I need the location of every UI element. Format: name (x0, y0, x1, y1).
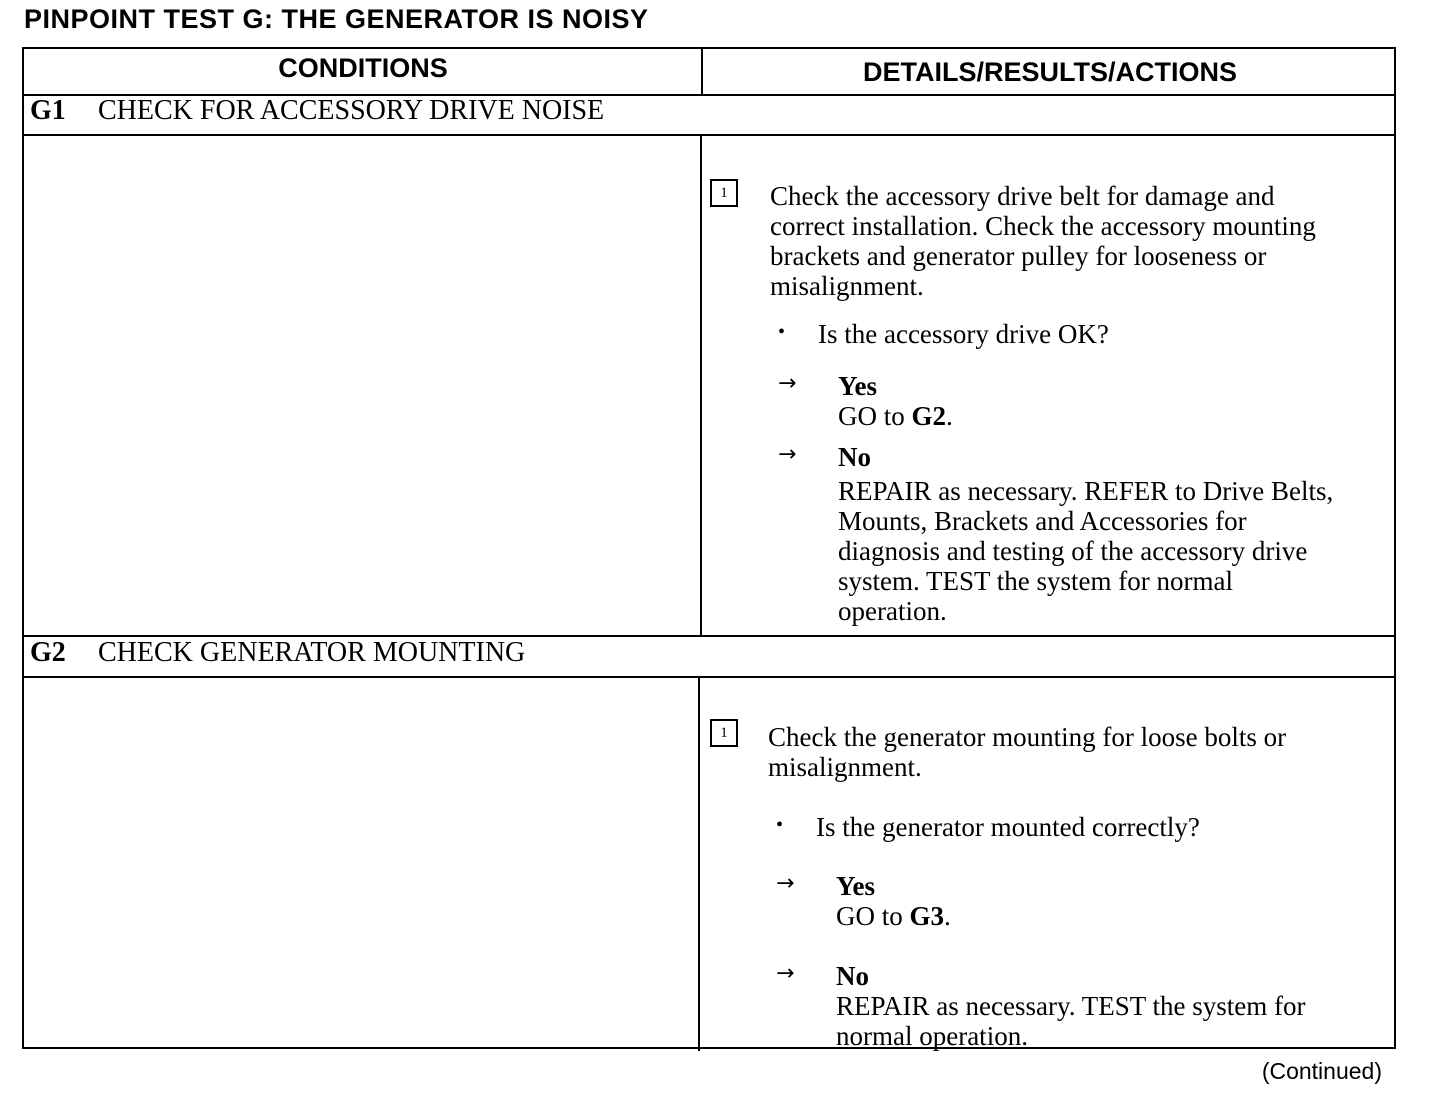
step-g1-action-line: brackets and generator pulley for looseness or (770, 241, 1267, 271)
step-g2-no-line: normal operation. (836, 1021, 1028, 1051)
step-g2-no (836, 961, 1305, 1051)
continued-note: (Continued) (1261, 1058, 1382, 1084)
step-g2-no-label: No (836, 961, 869, 991)
step-g2-action-line: misalignment. (768, 752, 922, 782)
step-g2-action-line: Check the generator mounting for loose bolts or (768, 722, 1287, 752)
step-g1-question: Is the accessory drive OK? (818, 319, 1109, 349)
step-g1-no-line: operation. (838, 596, 947, 626)
step-g2-yes-label: Yes (836, 871, 875, 901)
step-g2-action-text (768, 722, 1286, 782)
step-g1-id: G1 (30, 95, 66, 126)
bullet-icon: • (778, 321, 786, 343)
step-g2-yes-action (836, 901, 951, 931)
step-g1-action-text (770, 181, 1316, 301)
pinpoint-test-table (22, 47, 1396, 1049)
step-g1-no-line: diagnosis and testing of the accessory drive (838, 536, 1308, 566)
step-g2-column-divider (698, 676, 700, 1051)
step-g1-action-line: Check the accessory drive belt for damage and (770, 181, 1275, 211)
step-g1-rule (24, 134, 1394, 136)
step-g2-rule (24, 676, 1394, 678)
step-g1-column-divider (700, 134, 702, 635)
bullet-icon: • (776, 814, 784, 836)
step-g2-label: CHECK GENERATOR MOUNTING (98, 637, 526, 668)
step-g1-yes-target: G2 (911, 401, 947, 431)
step-g1-header (30, 95, 604, 127)
step-g2-yes-suffix: . (944, 901, 951, 931)
step-g1-yes (838, 371, 953, 431)
step-g1-action-line: correct installation. Check the accessory mounting (770, 211, 1316, 241)
arrow-right-icon: → (778, 442, 797, 467)
arrow-right-icon: → (778, 371, 797, 396)
arrow-right-icon: → (776, 871, 795, 896)
step-g1-yes-action (838, 401, 953, 431)
step-g1-no (838, 442, 1333, 626)
step-g2-action-number: 1 (710, 719, 738, 747)
step-g1-no-label: No (838, 442, 871, 472)
step-g1-yes-label: Yes (838, 371, 877, 401)
page-title: PINPOINT TEST G: THE GENERATOR IS NOISY (24, 4, 649, 34)
step-g2-question: Is the generator mounted correctly? (816, 812, 1200, 842)
column-header-details: DETAILS/RESULTS/ACTIONS (862, 57, 1237, 87)
step-g1-no-line: system. TEST the system for normal (838, 566, 1233, 596)
step-g1-no-line: Mounts, Brackets and Accessories for (838, 506, 1247, 536)
step-g2-yes-target: G3 (909, 901, 945, 931)
step-g1-no-line: REPAIR as necessary. REFER to Drive Belts, (838, 476, 1334, 506)
step-g2-yes (836, 871, 951, 931)
step-g2-yes-prefix: GO to (836, 901, 910, 931)
step-g1-action-line: misalignment. (770, 271, 924, 301)
step-g1-label: CHECK FOR ACCESSORY DRIVE NOISE (98, 95, 605, 126)
step-g2-header (30, 637, 525, 669)
step-g1-yes-prefix: GO to (838, 401, 912, 431)
step-g2-id: G2 (30, 637, 66, 668)
step-g1-action-number: 1 (710, 179, 738, 207)
step-g2-no-line: REPAIR as necessary. TEST the system for (836, 991, 1306, 1021)
arrow-right-icon: → (776, 961, 795, 986)
column-header-conditions: CONDITIONS (278, 53, 448, 83)
step-g1-yes-suffix: . (946, 401, 953, 431)
header-divider (701, 49, 703, 94)
